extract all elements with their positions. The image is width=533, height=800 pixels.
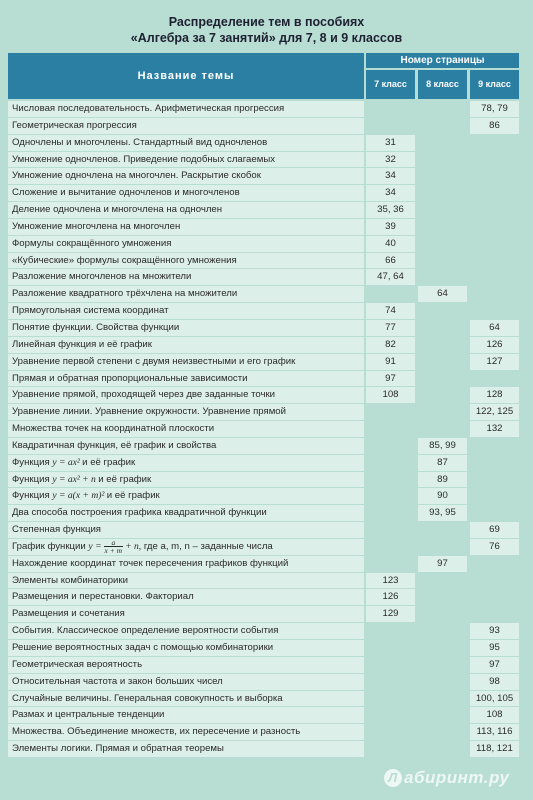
table-row [8,371,519,388]
table-row [8,135,519,152]
topic-name: Степенная функция [8,522,364,539]
table-row [8,488,519,505]
grade-7-page [366,101,415,118]
topic-formula: y = ax² + n [52,473,99,485]
grade-9-page: 113, 116 [470,724,519,741]
grade-8-page [418,152,467,169]
topic-name: Решение вероятностных задач с помощью комбинаторики [8,640,364,657]
grade-7-page: 35, 36 [366,202,415,219]
grade-7-page [366,674,415,691]
grade-8-page [418,724,467,741]
grade-7-page [366,539,415,556]
grade-8-page [418,303,467,320]
table-row [8,623,519,640]
table-header [8,53,519,99]
topic-name: Размещения и сочетания [8,606,364,623]
topic-name [8,455,364,472]
grade-9-page [470,253,519,270]
grade-7-page [366,522,415,539]
grade-9-page: 95 [470,640,519,657]
topic-name: Разложение многочленов на множители [8,269,364,286]
grade-8-page: 90 [418,488,467,505]
topic-name: Геометрическая вероятность [8,657,364,674]
topic-suffix: и её график [106,490,160,502]
table-row [8,202,519,219]
grade-9-page [470,269,519,286]
grade-8-page [418,337,467,354]
grade-7-page [366,404,415,421]
table-row [8,387,519,404]
grade-9-page: 132 [470,421,519,438]
topic-name: Уравнение прямой, проходящей через две заданные точки [8,387,364,404]
topic-suffix: где a, m, n – заданные числа [141,540,273,552]
grade-8-page [418,135,467,152]
grade-8-page [418,371,467,388]
grade-8-page [418,320,467,337]
grade-8-page [418,202,467,219]
header-grade-7: 7 класс [366,70,415,99]
fraction-denominator: x + m [104,545,123,555]
grade-7-page: 40 [366,236,415,253]
topic-name: Элементы логики. Прямая и обратная теоремы [8,741,364,758]
grade-9-page [470,589,519,606]
grade-8-page [418,168,467,185]
grade-7-page: 47, 64 [366,269,415,286]
table-row [8,674,519,691]
table-row [8,236,519,253]
grade-8-page [418,118,467,135]
topic-name: Нахождение координат точек пересечения графиков функций [8,556,364,573]
grade-9-page [470,438,519,455]
grade-8-page [418,589,467,606]
grade-7-page: 77 [366,320,415,337]
grade-9-page [470,371,519,388]
grade-7-page: 39 [366,219,415,236]
topic-name: Уравнение первой степени с двумя неизвестными и его график [8,354,364,371]
grade-7-page: 74 [366,303,415,320]
grade-7-page [366,438,415,455]
grade-7-page: 97 [366,371,415,388]
topic-name: Размах и центральные тенденции [8,707,364,724]
grade-7-page [366,286,415,303]
grade-7-page [366,556,415,573]
title-line-1: Распределение тем в пособиях [168,15,365,29]
table-row [8,269,519,286]
topic-name: Квадратичная функция, её график и свойства [8,438,364,455]
grade-7-page [366,118,415,135]
grade-9-page: 97 [470,657,519,674]
grade-8-page [418,522,467,539]
grade-7-page: 31 [366,135,415,152]
grade-9-page [470,303,519,320]
topic-name: Умножение многочлена на многочлен [8,219,364,236]
topic-name [8,472,364,489]
grade-7-page: 126 [366,589,415,606]
table-row [8,691,519,708]
grade-9-page: 126 [470,337,519,354]
table-row [8,573,519,590]
grade-9-page [470,286,519,303]
topic-name: Размещения и перестановки. Факториал [8,589,364,606]
grade-9-page: 64 [470,320,519,337]
topic-prefix: Функция [12,456,53,468]
grade-8-page: 93, 95 [418,505,467,522]
table-row [8,168,519,185]
grade-8-page: 87 [418,455,467,472]
table-row [8,472,519,489]
topic-name: Числовая последовательность. Арифметическая прогрессия [8,101,364,118]
table-body [8,101,519,758]
grade-9-page: 78, 79 [470,101,519,118]
table-row [8,404,519,421]
grade-7-page [366,505,415,522]
table-row [8,741,519,758]
grade-8-page [418,691,467,708]
table-row [8,556,519,573]
grade-9-page [470,202,519,219]
grade-8-page [418,573,467,590]
grade-9-page [470,219,519,236]
grade-8-page [418,269,467,286]
topic-name: Линейная функция и её график [8,337,364,354]
topic-name: Множества точек на координатной плоскости [8,421,364,438]
table-row [8,438,519,455]
header-topic-name: Название темы [8,53,366,99]
table-row [8,455,519,472]
grade-7-page: 34 [366,185,415,202]
grade-7-page [366,623,415,640]
topic-name: Геометрическая прогрессия [8,118,364,135]
table-row [8,505,519,522]
grade-9-page [470,168,519,185]
topics-table [8,53,519,755]
grade-8-page [418,606,467,623]
topic-prefix: Функция [12,473,53,485]
table-row [8,707,519,724]
grade-8-page [418,219,467,236]
grade-7-page [366,724,415,741]
grade-8-page: 64 [418,286,467,303]
grade-9-page: 108 [470,707,519,724]
grade-8-page [418,623,467,640]
grade-8-page [418,539,467,556]
topic-name: Прямоугольная система координат [8,303,364,320]
table-row [8,101,519,118]
grade-9-page: 93 [470,623,519,640]
grade-9-page: 122, 125 [470,404,519,421]
grade-9-page [470,573,519,590]
grade-9-page: 69 [470,522,519,539]
topic-name: Деление одночлена и многочлена на одночлен [8,202,364,219]
grade-9-page [470,135,519,152]
grade-7-page: 129 [366,606,415,623]
grade-7-page: 32 [366,152,415,169]
labirint-watermark [384,768,509,788]
grade-7-page [366,421,415,438]
grade-8-page [418,236,467,253]
grade-9-page [470,488,519,505]
grade-9-page [470,152,519,169]
topic-name: Разложение квадратного трёхчлена на множители [8,286,364,303]
grade-8-page: 89 [418,472,467,489]
grade-7-page: 34 [366,168,415,185]
grade-9-page [470,455,519,472]
topic-name [8,539,364,556]
topic-name: Случайные величины. Генеральная совокупность и выборка [8,691,364,708]
page-title [0,14,533,46]
table-row [8,303,519,320]
grade-8-page [418,741,467,758]
topic-name: Сложение и вычитание одночленов и многочленов [8,185,364,202]
grade-7-page [366,640,415,657]
topic-name: Понятие функции. Свойства функции [8,320,364,337]
topic-name: Формулы сокращённого умножения [8,236,364,253]
table-row [8,724,519,741]
table-row [8,539,519,556]
table-row [8,219,519,236]
grade-9-page [470,472,519,489]
table-row [8,657,519,674]
topic-formula: y = a(x + m)² [52,490,107,502]
grade-9-page [470,505,519,522]
grade-8-page [418,674,467,691]
formula-fraction [104,539,124,554]
table-row [8,152,519,169]
grade-9-page [470,556,519,573]
topic-name: Умножение одночленов. Приведение подобных слагаемых [8,152,364,169]
topic-name: Умножение одночлена на многочлен. Раскрытие скобок [8,168,364,185]
grade-8-page [418,253,467,270]
grade-8-page: 97 [418,556,467,573]
grade-8-page [418,657,467,674]
grade-9-page: 128 [470,387,519,404]
grade-7-page [366,488,415,505]
topic-formula-tail: + n, [125,540,142,552]
topic-formula: y = ax² [52,456,83,468]
grade-8-page [418,421,467,438]
topic-prefix: Функция [12,490,53,502]
grade-9-page: 98 [470,674,519,691]
grade-9-page [470,606,519,623]
topic-suffix: и её график [98,473,152,485]
grade-7-page: 91 [366,354,415,371]
grade-9-page: 100, 105 [470,691,519,708]
header-grade-9: 9 класс [470,70,519,99]
grade-8-page: 85, 99 [418,438,467,455]
topic-suffix: и её график [82,456,136,468]
topic-name: События. Классическое определение вероятности события [8,623,364,640]
grade-9-page: 76 [470,539,519,556]
table-row [8,253,519,270]
topic-name: Элементы комбинаторики [8,573,364,590]
grade-8-page [418,101,467,118]
topic-name: Относительная частота и закон больших чисел [8,674,364,691]
grade-7-page: 108 [366,387,415,404]
grade-7-page [366,741,415,758]
grade-9-page: 86 [470,118,519,135]
table-row [8,118,519,135]
topic-formula: y = [88,540,102,552]
grade-7-page [366,455,415,472]
topic-name: Прямая и обратная пропорциональные зависимости [8,371,364,388]
grade-9-page [470,185,519,202]
grade-7-page [366,691,415,708]
grade-8-page [418,185,467,202]
fraction-numerator: a [104,539,124,547]
grade-7-page: 123 [366,573,415,590]
grade-8-page [418,707,467,724]
grade-9-page: 127 [470,354,519,371]
grade-9-page: 118, 121 [470,741,519,758]
header-grade-8: 8 класс [418,70,467,99]
table-row [8,337,519,354]
topic-name: Множества. Объединение множеств, их пересечение и разность [8,724,364,741]
title-line-2: «Алгебра за 7 занятий» для 7, 8 и 9 классов [130,31,403,45]
table-row [8,421,519,438]
table-row [8,354,519,371]
grade-8-page [418,404,467,421]
topic-prefix: График функции [12,540,89,552]
table-row [8,286,519,303]
watermark-text: абиринт.ру [404,768,510,787]
topic-name: Уравнение линии. Уравнение окружности. Уравнение прямой [8,404,364,421]
table-row [8,320,519,337]
topic-name [8,488,364,505]
grade-8-page [418,354,467,371]
topic-name: Два способа построения графика квадратичной функции [8,505,364,522]
table-row [8,606,519,623]
table-row [8,522,519,539]
grade-9-page [470,236,519,253]
grade-7-page [366,657,415,674]
topic-name: Одночлены и многочлены. Стандартный вид одночленов [8,135,364,152]
watermark-logo-icon: Л [384,769,402,787]
grade-7-page [366,472,415,489]
table-row [8,185,519,202]
grade-8-page [418,387,467,404]
grade-7-page: 82 [366,337,415,354]
grade-7-page [366,707,415,724]
table-row [8,640,519,657]
grade-8-page [418,640,467,657]
header-page-number: Номер страницы [366,53,519,68]
grade-7-page: 66 [366,253,415,270]
topic-name: «Кубические» формулы сокращённого умножения [8,253,364,270]
table-row [8,589,519,606]
